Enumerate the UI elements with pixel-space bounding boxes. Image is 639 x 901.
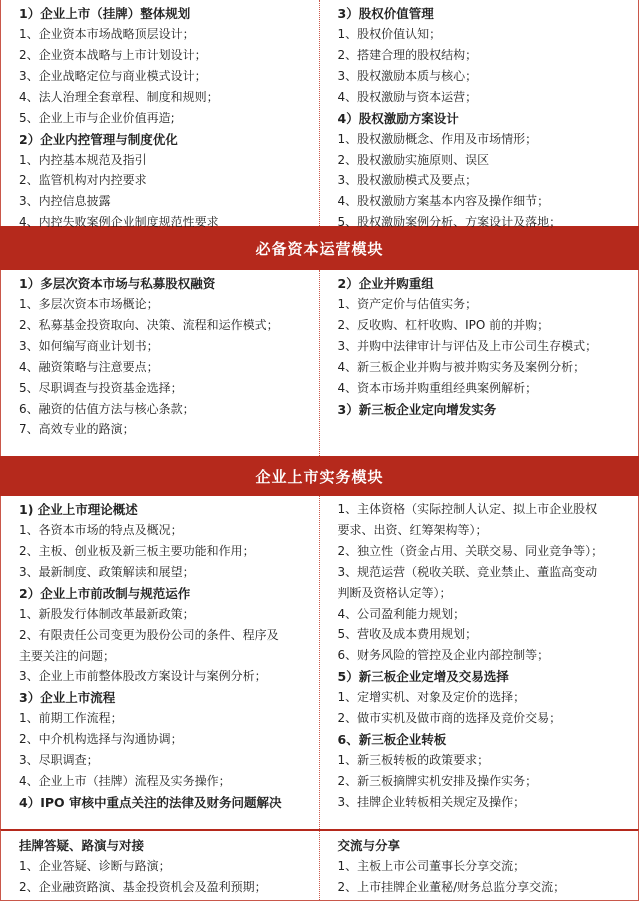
section-heading: 交流与分享 xyxy=(337,838,401,853)
list-item: 2、反收购、杠杆收购、IPO 前的并购； xyxy=(337,317,550,332)
list-item: 1、企业答疑、诊断与路演； xyxy=(19,859,171,873)
list-item: 1、主体资格（实际控制人认定、拟上市企业股权 xyxy=(337,502,598,516)
list-item: 1、企业资本市场战略顶层设计； xyxy=(19,27,195,41)
exchange-left-column xyxy=(1,831,320,900)
section-heading: 2）企业并购重组 xyxy=(337,276,434,291)
list-item: 3、如何编写商业计划书； xyxy=(19,338,159,353)
list-item: 2、企业资本战略与上市计划设计； xyxy=(19,47,207,62)
list-item: 要求、出资、红筹架构等）； xyxy=(337,522,488,537)
list-item: 4、股权激励方案基本内容及操作细节； xyxy=(337,194,550,209)
module-band-listing: 企业上市实务模块 xyxy=(0,456,639,496)
list-item: 2、上市挂牌企业董秘/财务总监分享交流； xyxy=(337,879,566,894)
section-heading: 挂牌答疑、路演与对接 xyxy=(19,838,145,853)
list-item: 1、主板上市公司董事长分享交流； xyxy=(337,859,526,873)
list-item: 5、营收及成本费用规划； xyxy=(337,627,478,642)
list-item: 1、股权激励概念、作用及市场情形； xyxy=(337,131,538,146)
section-heading: 4）股权激励方案设计 xyxy=(337,110,459,126)
list-item: 3、最新制度、政策解读和展望； xyxy=(19,564,195,579)
list-item: 2、做市实机及做市商的选择及竞价交易； xyxy=(337,711,562,726)
list-item: 7、高效专业的路演； xyxy=(19,422,135,437)
list-item: 3、企业上市前整体股改方案设计与案例分析； xyxy=(19,669,267,684)
list-item: 4、股权激励与资本运营； xyxy=(337,89,478,104)
list-item: 3、挂牌企业转板相关规定及操作； xyxy=(337,794,526,809)
section-heading: 2）企业上市前改制与规范运作 xyxy=(19,585,191,601)
section-exchange xyxy=(0,829,639,901)
list-item: 1、股权价值认知； xyxy=(337,27,442,41)
planning-right-column xyxy=(320,0,639,230)
section-heading: 6、新三板企业转板 xyxy=(337,732,447,748)
list-item: 1、定增实机、对象及定价的选择； xyxy=(337,690,526,705)
section-heading: 3）企业上市流程 xyxy=(19,690,116,706)
exchange-right-column xyxy=(320,831,639,900)
module-band-capital: 必备资本运营模块 xyxy=(0,226,639,270)
list-item: 1、内控基本规范及指引 xyxy=(19,152,147,167)
list-item: 2、企业融资路演、基金投资机会及盈利预期； xyxy=(19,879,267,894)
list-item: 1、新三板转板的政策要求； xyxy=(337,753,490,768)
list-item: 3、并购中法律审计与评估及上市公司生存模式； xyxy=(337,338,598,353)
list-item: 2、中介机构选择与沟通协调； xyxy=(19,732,183,747)
section-heading: 1）多层次资本市场与私募股权融资 xyxy=(19,276,216,291)
list-item: 1、多层次资本市场概论； xyxy=(19,297,159,311)
list-item: 5、尽职调查与投资基金选择； xyxy=(19,380,183,395)
list-item: 1、各资本市场的特点及概况； xyxy=(19,523,183,537)
section-planning xyxy=(0,0,639,230)
section-heading: 3）股权价值管理 xyxy=(337,6,434,21)
list-item: 2、私募基金投资取向、决策、流程和运作模式； xyxy=(19,317,279,332)
section-heading: 3）新三板企业定向增发实务 xyxy=(337,401,497,417)
list-item: 2、独立性（资金占用、关联交易、同业竞争等）； xyxy=(337,543,604,558)
list-item: 6、融资的估值方法与核心条款； xyxy=(19,401,195,416)
list-item: 1、资产定价与估值实务； xyxy=(337,297,478,311)
list-item: 3、内控信息披露 xyxy=(19,194,111,209)
list-item: 1、前期工作流程； xyxy=(19,711,123,726)
capital-right-column xyxy=(320,270,639,456)
list-item: 2、监管机构对内控要求 xyxy=(19,173,147,188)
list-item: 3、规范运营（税收关联、竞业禁止、董监高变动 xyxy=(337,564,598,579)
section-heading: 4）IPO 审核中重点关注的法律及财务问题解决 xyxy=(19,794,282,810)
section-capital xyxy=(0,270,639,456)
section-heading: 5）新三板企业定增及交易选择 xyxy=(337,669,509,685)
list-item: 6、财务风险的管控及企业内部控制等； xyxy=(337,648,550,663)
list-item: 判断及资格认定等）； xyxy=(337,585,452,600)
section-heading: 2）企业内控管理与制度优化 xyxy=(19,131,178,147)
section-heading: 1) 企业上市理论概述 xyxy=(19,502,138,517)
listing-left-column xyxy=(1,496,320,829)
list-item: 3、尽职调查； xyxy=(19,753,99,768)
list-item: 4、公司盈利能力规划； xyxy=(337,606,466,621)
list-item: 3、股权激励本质与核心； xyxy=(337,68,478,83)
list-item: 5、股权激励案例分析、方案设计及落地； xyxy=(337,215,562,230)
list-item: 2、搭建合理的股权结构； xyxy=(337,47,478,62)
list-item: 2、新三板摘牌实机安排及操作实务； xyxy=(337,773,538,788)
list-item: 2、主板、创业板及新三板主要功能和作用； xyxy=(19,543,255,558)
capital-left-column xyxy=(1,270,320,456)
listing-right-column xyxy=(320,496,639,829)
list-item: 4、企业上市（挂牌）流程及实务操作； xyxy=(19,774,231,789)
list-item: 4、新三板企业并购与被并购实务及案例分析； xyxy=(337,359,586,374)
list-item: 3、股权激励模式及要点； xyxy=(337,173,478,188)
list-item: 主要关注的问题； xyxy=(19,648,116,663)
list-item: 3、企业战略定位与商业模式设计； xyxy=(19,68,207,83)
list-item: 2、股权激励实施原则、误区 xyxy=(337,152,490,167)
list-item: 1、新股发行体制改革最新政策； xyxy=(19,606,195,621)
list-item: 4、融资策略与注意要点； xyxy=(19,359,159,374)
list-item: 4、法人治理全套章程、制度和规则； xyxy=(19,89,219,104)
list-item: 4、资本市场并购重组经典案例解析； xyxy=(337,380,538,395)
section-heading: 1）企业上市（挂牌）整体规划 xyxy=(19,6,191,21)
list-item: 5、企业上市与企业价值再造; xyxy=(19,110,175,125)
list-item: 2、有限责任公司变更为股份公司的条件、程序及 xyxy=(19,627,279,642)
list-item: 4、内控失败案例企业制度规范性要求 xyxy=(19,215,219,230)
planning-left-column xyxy=(1,0,320,230)
section-listing xyxy=(0,496,639,829)
